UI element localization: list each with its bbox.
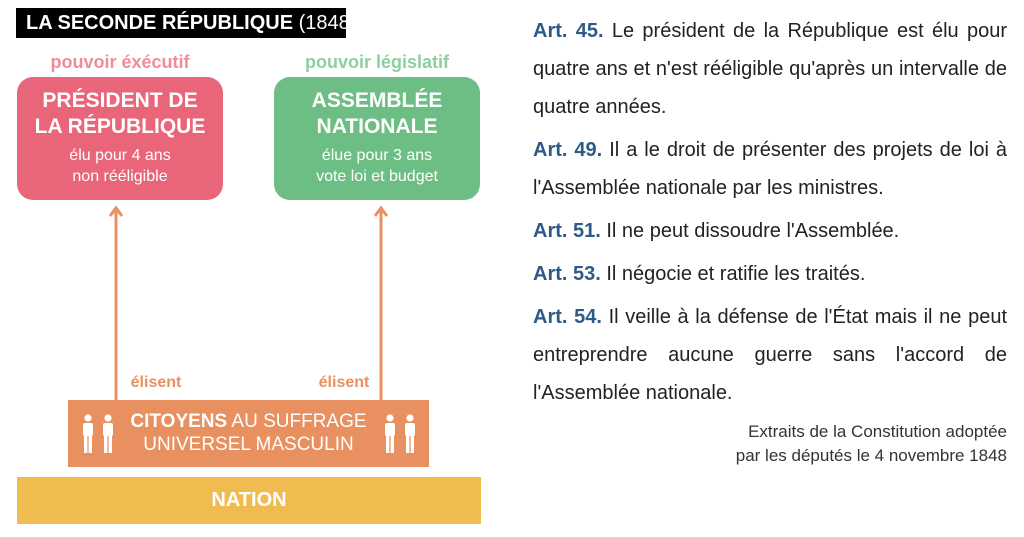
president-desc-line1: élu pour 4 ans bbox=[69, 147, 171, 164]
people-icon bbox=[78, 414, 120, 454]
president-name-line2: LA RÉPUBLIQUE bbox=[34, 115, 206, 138]
article-51 bbox=[533, 212, 1007, 250]
assembly-desc-line1: élue pour 3 ans bbox=[321, 147, 433, 164]
assembly-name-line2: NATIONALE bbox=[316, 115, 438, 138]
assembly-box bbox=[274, 77, 480, 200]
article-45 bbox=[533, 12, 1007, 126]
diagram-title bbox=[16, 8, 357, 38]
article-text: Il a le droit de présenter des projets de loi à l'Assemblée nationale par les ministres. bbox=[533, 139, 1007, 199]
source-caption bbox=[647, 420, 1007, 468]
legislative-power-label: pouvoir législatif bbox=[304, 52, 450, 72]
president-name-line1: PRÉSIDENT DE bbox=[42, 89, 198, 112]
people-icon bbox=[380, 414, 422, 454]
source-line2: par les députés le 4 novembre 1848 bbox=[735, 446, 1007, 465]
assembly-name-line1: ASSEMBLÉE bbox=[311, 89, 443, 112]
elect-arrow-right bbox=[374, 205, 388, 401]
citizens-rest: AU SUFFRAGE bbox=[227, 411, 367, 432]
president-desc-line2: non rééligible bbox=[72, 168, 168, 185]
article-53 bbox=[533, 255, 1007, 293]
assembly-name bbox=[274, 88, 480, 140]
articles-list bbox=[533, 12, 1007, 417]
article-number: Art. 49. bbox=[533, 139, 603, 161]
citizens-box bbox=[68, 400, 429, 467]
source-line1: Extraits de la Constitution adoptée bbox=[748, 422, 1007, 441]
elect-label-left: élisent bbox=[130, 374, 182, 391]
article-text: Il veille à la défense de l'État mais il ne peut entreprendre aucune guerre sans l'accord de l'Assemblée nationale. bbox=[533, 306, 1007, 404]
president-desc bbox=[17, 145, 223, 187]
nation-bar: NATION bbox=[17, 477, 481, 524]
assembly-desc bbox=[274, 145, 480, 187]
title-main: LA SECONDE RÉPUBLIQUE bbox=[26, 12, 294, 34]
article-number: Art. 51. bbox=[533, 220, 601, 242]
elect-label-right: élisent bbox=[318, 374, 370, 391]
article-text: Il négocie et ratifie les traités. bbox=[600, 263, 866, 285]
article-text: Le président de la République est élu pour quatre ans et n'est rééligible qu'après un intervalle de quatre années. bbox=[533, 20, 1007, 118]
article-49 bbox=[533, 131, 1007, 207]
title-year: (1848) bbox=[298, 12, 357, 34]
assembly-desc-line2: vote loi et budget bbox=[316, 168, 438, 185]
article-number: Art. 53. bbox=[533, 263, 601, 285]
citizens-text bbox=[123, 410, 374, 456]
president-box bbox=[17, 77, 223, 200]
president-name bbox=[17, 88, 223, 140]
citizens-bold: CITOYENS bbox=[130, 411, 228, 432]
elect-arrow-left bbox=[109, 205, 123, 401]
article-54 bbox=[533, 298, 1007, 412]
citizens-line2: UNIVERSEL MASCULIN bbox=[143, 434, 354, 455]
article-number: Art. 45. bbox=[533, 20, 604, 42]
article-number: Art. 54. bbox=[533, 306, 602, 328]
article-text: Il ne peut dissoudre l'Assemblée. bbox=[600, 220, 900, 242]
executive-power-label: pouvoir éxécutif bbox=[50, 52, 190, 72]
